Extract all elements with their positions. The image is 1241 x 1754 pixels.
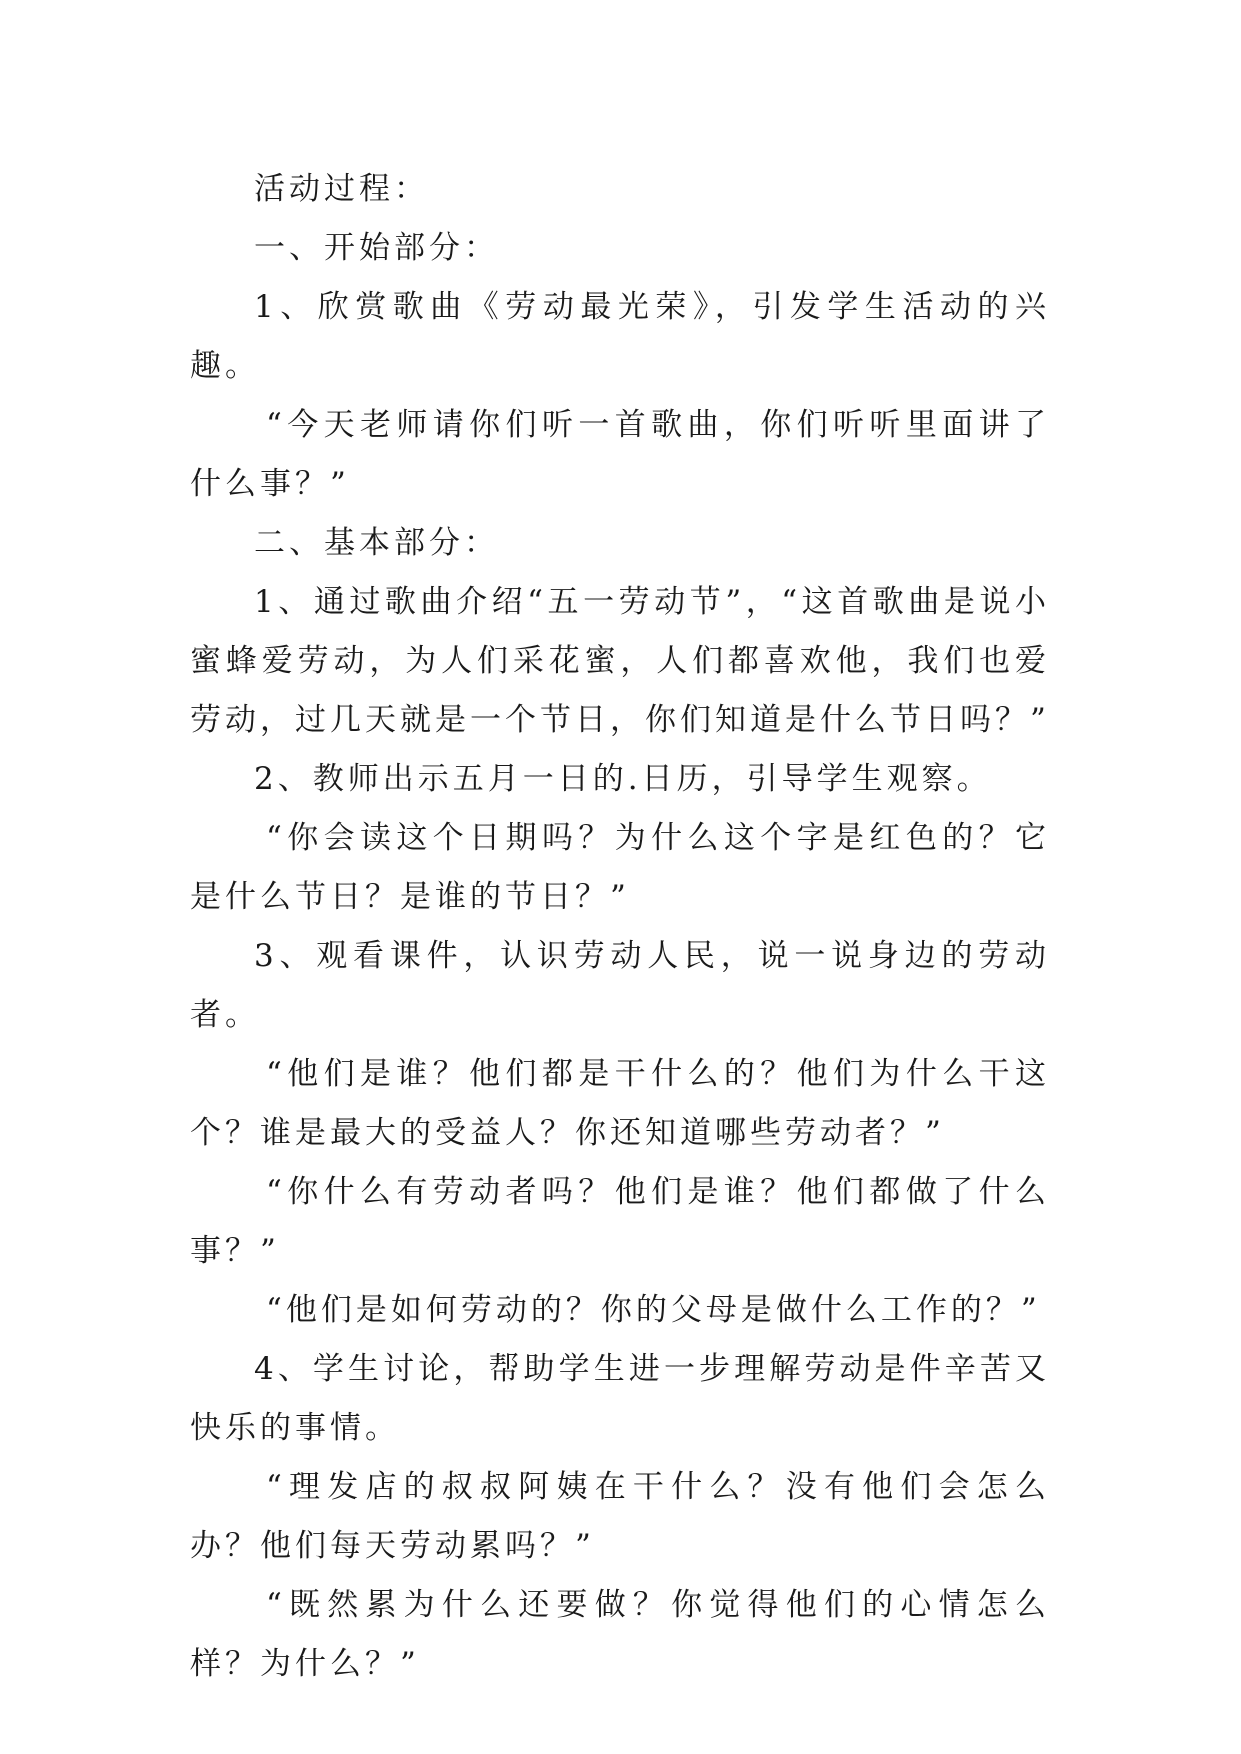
paragraph-step: 1、通过歌曲介绍“五一劳动节”，“这首歌曲是说小蜜蜂爱劳动，为人们采花蜜，人们都喜欢他，我们也爱劳动，过几天就是一个节日，你们知道是什么节日吗？” — [190, 584, 1050, 738]
document-body — [190, 160, 1050, 1694]
paragraph-quote: “他们是谁？他们都是干什么的？他们为什么干这个？谁是最大的受益人？你还知道哪些劳动者？” — [190, 1056, 1050, 1151]
paragraph-step: 3、观看课件，认识劳动人民，说一说身边的劳动者。 — [190, 938, 1050, 1033]
paragraph-quote: “既然累为什么还要做？你觉得他们的心情怎么样？为什么？” — [190, 1587, 1050, 1682]
paragraph-quote: “你会读这个日期吗？为什么这个字是红色的？它是什么节日？是谁的节日？” — [190, 820, 1050, 915]
section-heading-basic: 二、基本部分： — [254, 525, 499, 561]
paragraph-quote: “你什么有劳动者吗？他们是谁？他们都做了什么事？” — [190, 1174, 1050, 1269]
paragraph-quote: “理发店的叔叔阿姨在干什么？没有他们会怎么办？他们每天劳动累吗？” — [190, 1469, 1050, 1564]
section-heading-opening: 一、开始部分： — [254, 230, 499, 266]
paragraph-step: 2、教师出示五月一日的.日历，引导学生观察。 — [254, 761, 992, 797]
paragraph-quote: “今天老师请你们听一首歌曲，你们听听里面讲了什么事？” — [190, 407, 1050, 502]
paragraph-step: 4、学生讨论，帮助学生进一步理解劳动是件辛苦又快乐的事情。 — [190, 1351, 1050, 1446]
section-heading-activity-process: 活动过程： — [254, 171, 429, 207]
paragraph-quote: “他们是如何劳动的？你的父母是做什么工作的？” — [266, 1292, 1041, 1328]
paragraph-step: 1、欣赏歌曲《劳动最光荣》，引发学生活动的兴趣。 — [190, 289, 1050, 384]
